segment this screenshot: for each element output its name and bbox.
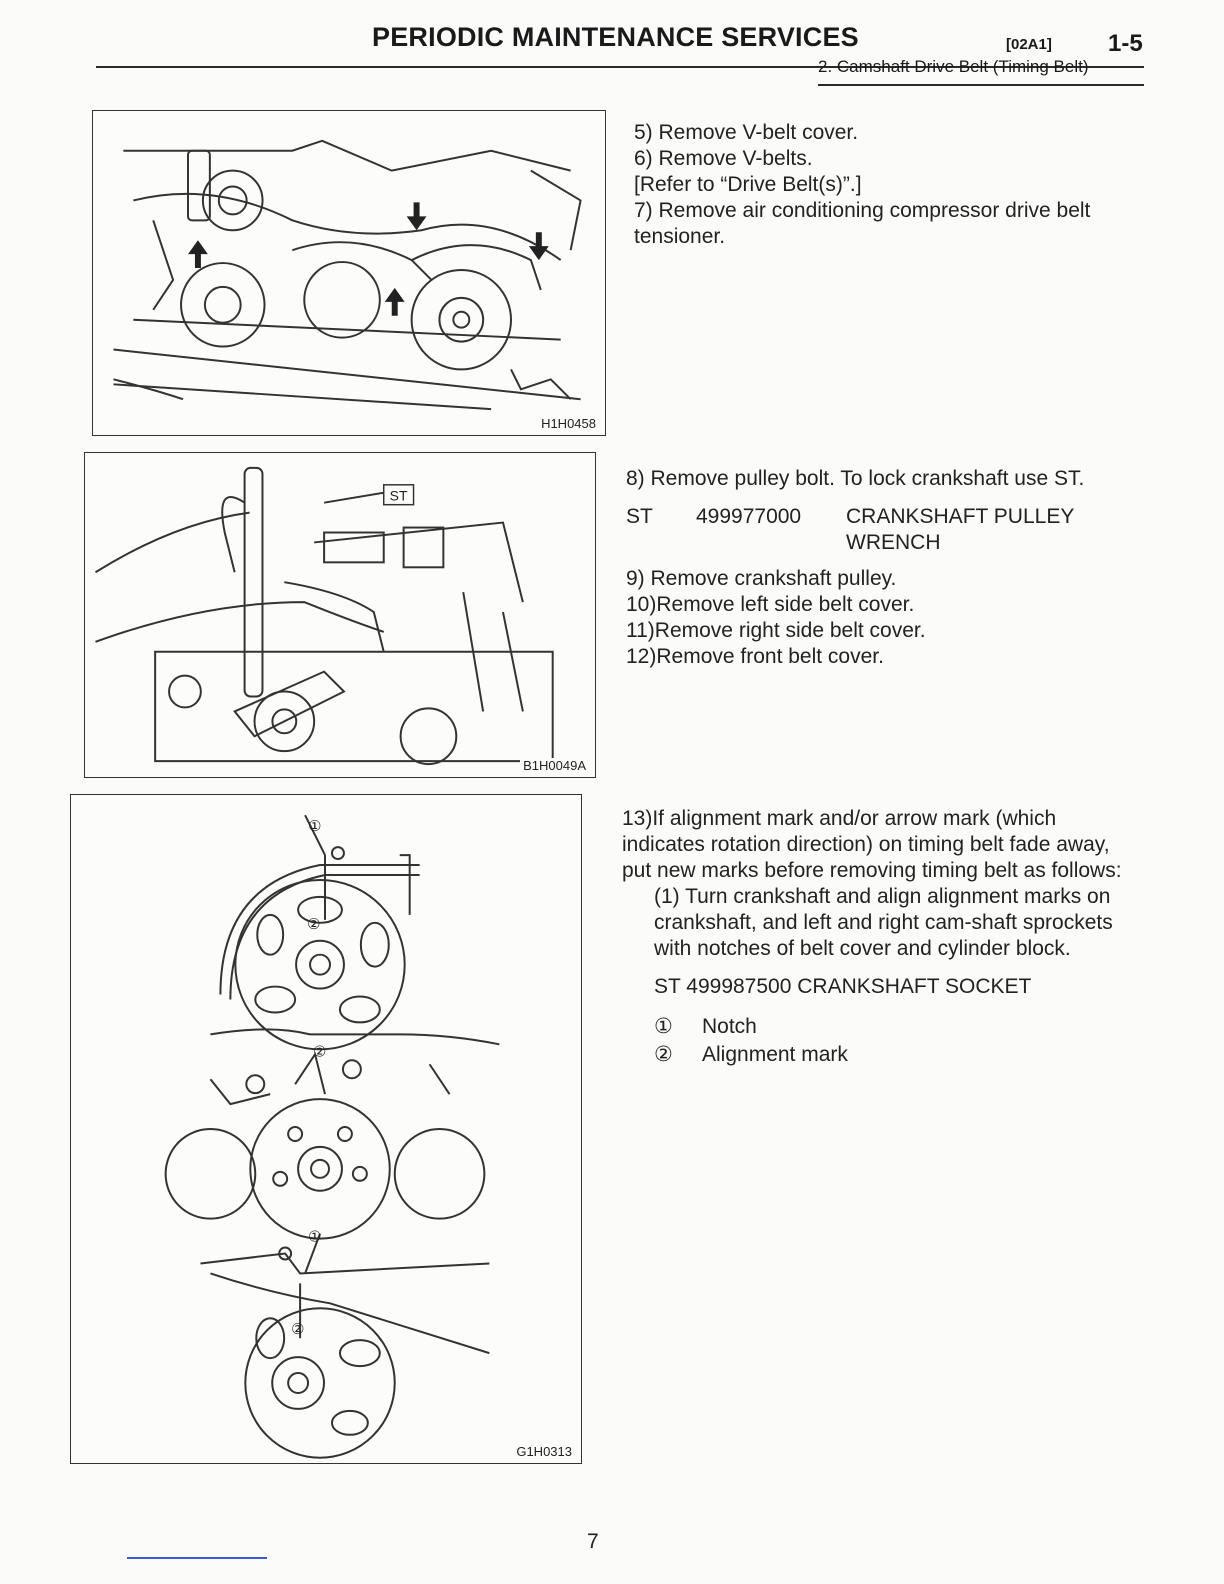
step-10: 10)Remove left side belt cover. — [626, 593, 915, 616]
figure-code: B1H0049A — [520, 758, 589, 773]
legend-alignment-symbol: ② — [654, 1043, 673, 1066]
legend-alignment-mark — [622, 1042, 1132, 1068]
crankshaft-pulley-wrench-illustration — [85, 453, 595, 777]
step-13-sub-1: (1) Turn crankshaft and align alignment marks on crankshaft, and left and right cam-shaft sprockets with notches of belt cover and cylinder block. — [654, 885, 1113, 960]
figure-engine-accessory-drive — [92, 110, 606, 436]
steps-group-1 — [634, 120, 1144, 250]
step-5: 5) Remove V-belt cover. — [634, 121, 859, 144]
timing-belt-alignment-illustration — [71, 795, 581, 1463]
page-title: PERIODIC MAINTENANCE SERVICES — [372, 22, 859, 52]
step-7: 7) Remove air conditioning compressor drive belt tensioner. — [634, 199, 1091, 248]
step-6-reference: [Refer to “Drive Belt(s)”.] — [634, 173, 862, 196]
engine-accessory-drive-illustration — [93, 111, 605, 435]
figure-timing-belt-alignment — [70, 794, 582, 1464]
legend-notch-text: Notch — [702, 1015, 757, 1038]
special-tool-socket: ST 499987500 CRANKSHAFT SOCKET — [654, 975, 1032, 998]
subtitle-rule — [818, 84, 1144, 86]
special-tool-row — [626, 504, 1138, 556]
step-13: 13)If alignment mark and/or arrow mark (which indicates rotation direction) on timing belt fade away, put new marks before removing timing belt as follows: — [622, 807, 1122, 882]
alignment-marker-bottom: ② — [291, 1320, 305, 1339]
step-6: 6) Remove V-belts. — [634, 147, 813, 170]
notch-marker-top: ① — [308, 817, 322, 836]
notch-marker-bottom: ① — [308, 1227, 322, 1246]
step-8: 8) Remove pulley bolt. To lock crankshaft use ST. — [626, 467, 1085, 490]
figure-code: G1H0313 — [513, 1444, 575, 1459]
steps-group-3 — [622, 806, 1132, 1068]
step-11: 11)Remove right side belt cover. — [626, 619, 926, 642]
legend-notch-symbol: ① — [654, 1015, 673, 1038]
figure-code: H1H0458 — [538, 416, 599, 431]
footer-line — [127, 1557, 267, 1559]
legend-alignment-text: Alignment mark — [702, 1043, 848, 1066]
special-tool-label: ST — [626, 505, 653, 528]
alignment-marker-top: ② — [307, 914, 321, 933]
step-9: 9) Remove crankshaft pulley. — [626, 567, 897, 590]
alignment-marker-middle: ② — [313, 1042, 327, 1061]
figure-crankshaft-pulley-wrench — [84, 452, 596, 778]
section-subtitle: 2. Camshaft Drive Belt (Timing Belt) — [818, 57, 1089, 76]
special-tool-part-number: 499977000 — [696, 505, 802, 528]
page-reference: 1-5 — [1108, 30, 1143, 57]
steps-group-2 — [626, 466, 1138, 670]
section-code: [02A1] — [1006, 36, 1052, 53]
step-12: 12)Remove front belt cover. — [626, 645, 884, 668]
special-tool-name: CRANKSHAFT PULLEY WRENCH — [846, 505, 1074, 554]
legend-notch — [622, 1014, 1132, 1040]
page-number: 7 — [587, 1530, 599, 1553]
st-callout-label: ST — [389, 487, 408, 504]
